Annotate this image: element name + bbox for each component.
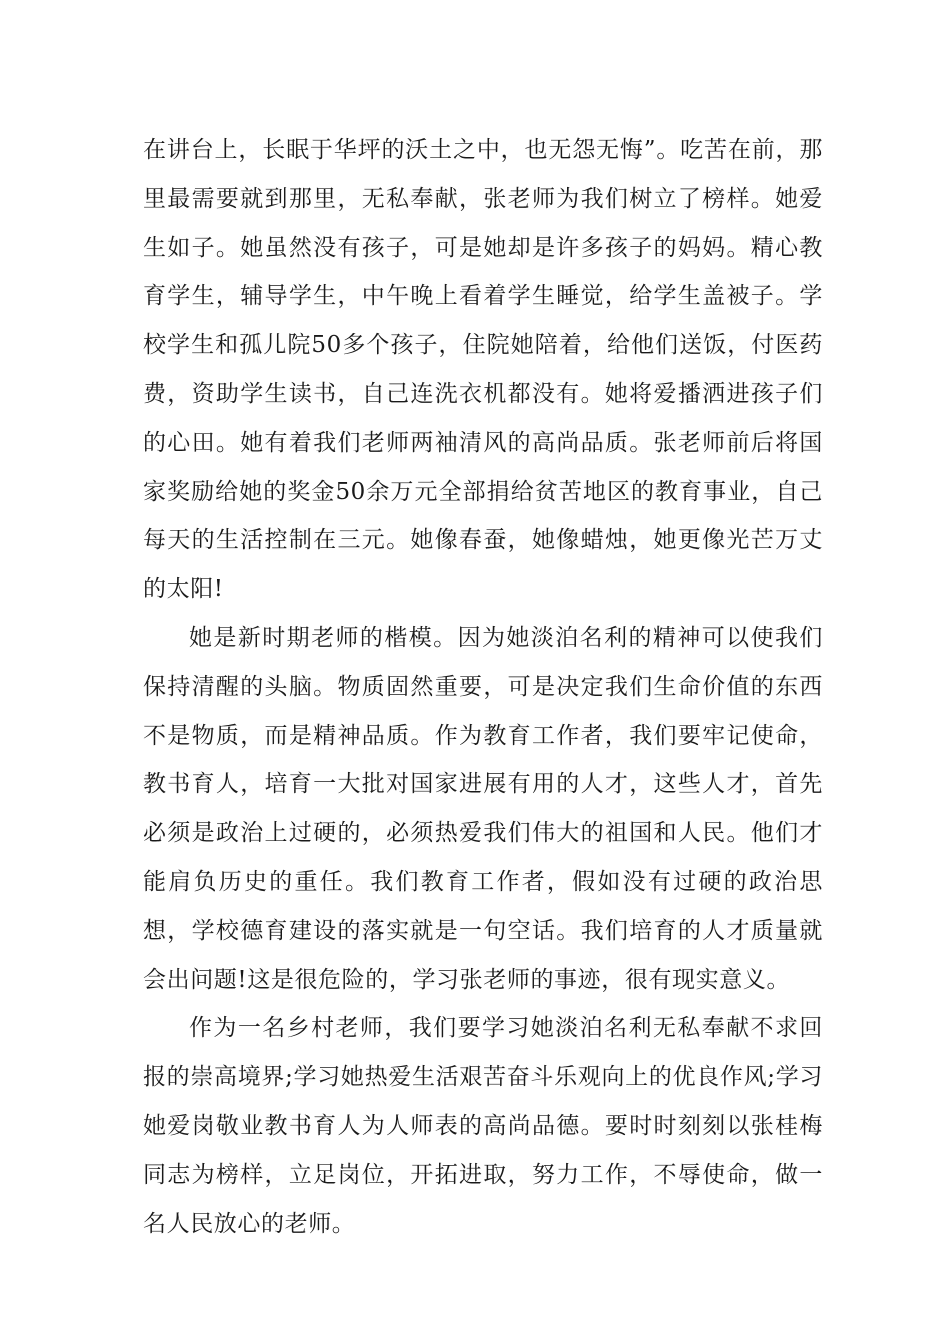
paragraph-role-model: 她是新时期老师的楷模。因为她淡泊名利的精神可以使我们保持清醒的头脑。物质固然重要，可是决定我们生命价值的东西不是物质，而是精神品质。作为教育工作者，我们要牢记使命，教书育人，培育一大批对国家进展有用的人才，这些人才，首先必须是政治上过硬的，必须热爱我们伟大的祖国和人民。他们才能肩负历史的重任。我们教育工作者，假如没有过硬的政治思想，学校德育建设的落实就是一句空话。我们培育的人才质量就会出问题!这是很危险的，学习张老师的事迹，很有现实意义。 [143, 624, 823, 993]
paragraph-continued: 在讲台上，长眠于华坪的沃土之中，也无怨无悔”。吃苦在前，那里最需要就到那里，无私奉献，张老师为我们树立了榜样。她爱生如子。她虽然没有孩子，可是她却是许多孩子的妈妈。精心教育学生，辅导学生，中午晚上看着学生睡觉，给学生盖被子。学校学生和孤儿院50多个孩子，住院她陪着，给他们送饭，付医药费，资助学生读书，自己连洗衣机都没有。她将爱播洒进孩子们的心田。她有着我们老师两袖清风的高尚品质。张老师前后将国家奖励给她的奖金50余万元全部捐给贫苦地区的教育事业，自己每天的生活控制在三元。她像春蚕，她像蜡烛，她更像光芒万丈的太阳! [143, 137, 823, 603]
document-body [143, 126, 823, 1248]
paragraph-rural-teacher: 作为一名乡村老师，我们要学习她淡泊名利无私奉献不求回报的崇高境界;学习她热爱生活艰苦奋斗乐观向上的优良作风;学习她爱岗敬业教书育人为人师表的高尚品德。要时时刻刻以张桂梅同志为榜样，立足岗位，开拓进取，努力工作，不辱使命，做一名人民放心的老师。 [143, 1015, 823, 1237]
